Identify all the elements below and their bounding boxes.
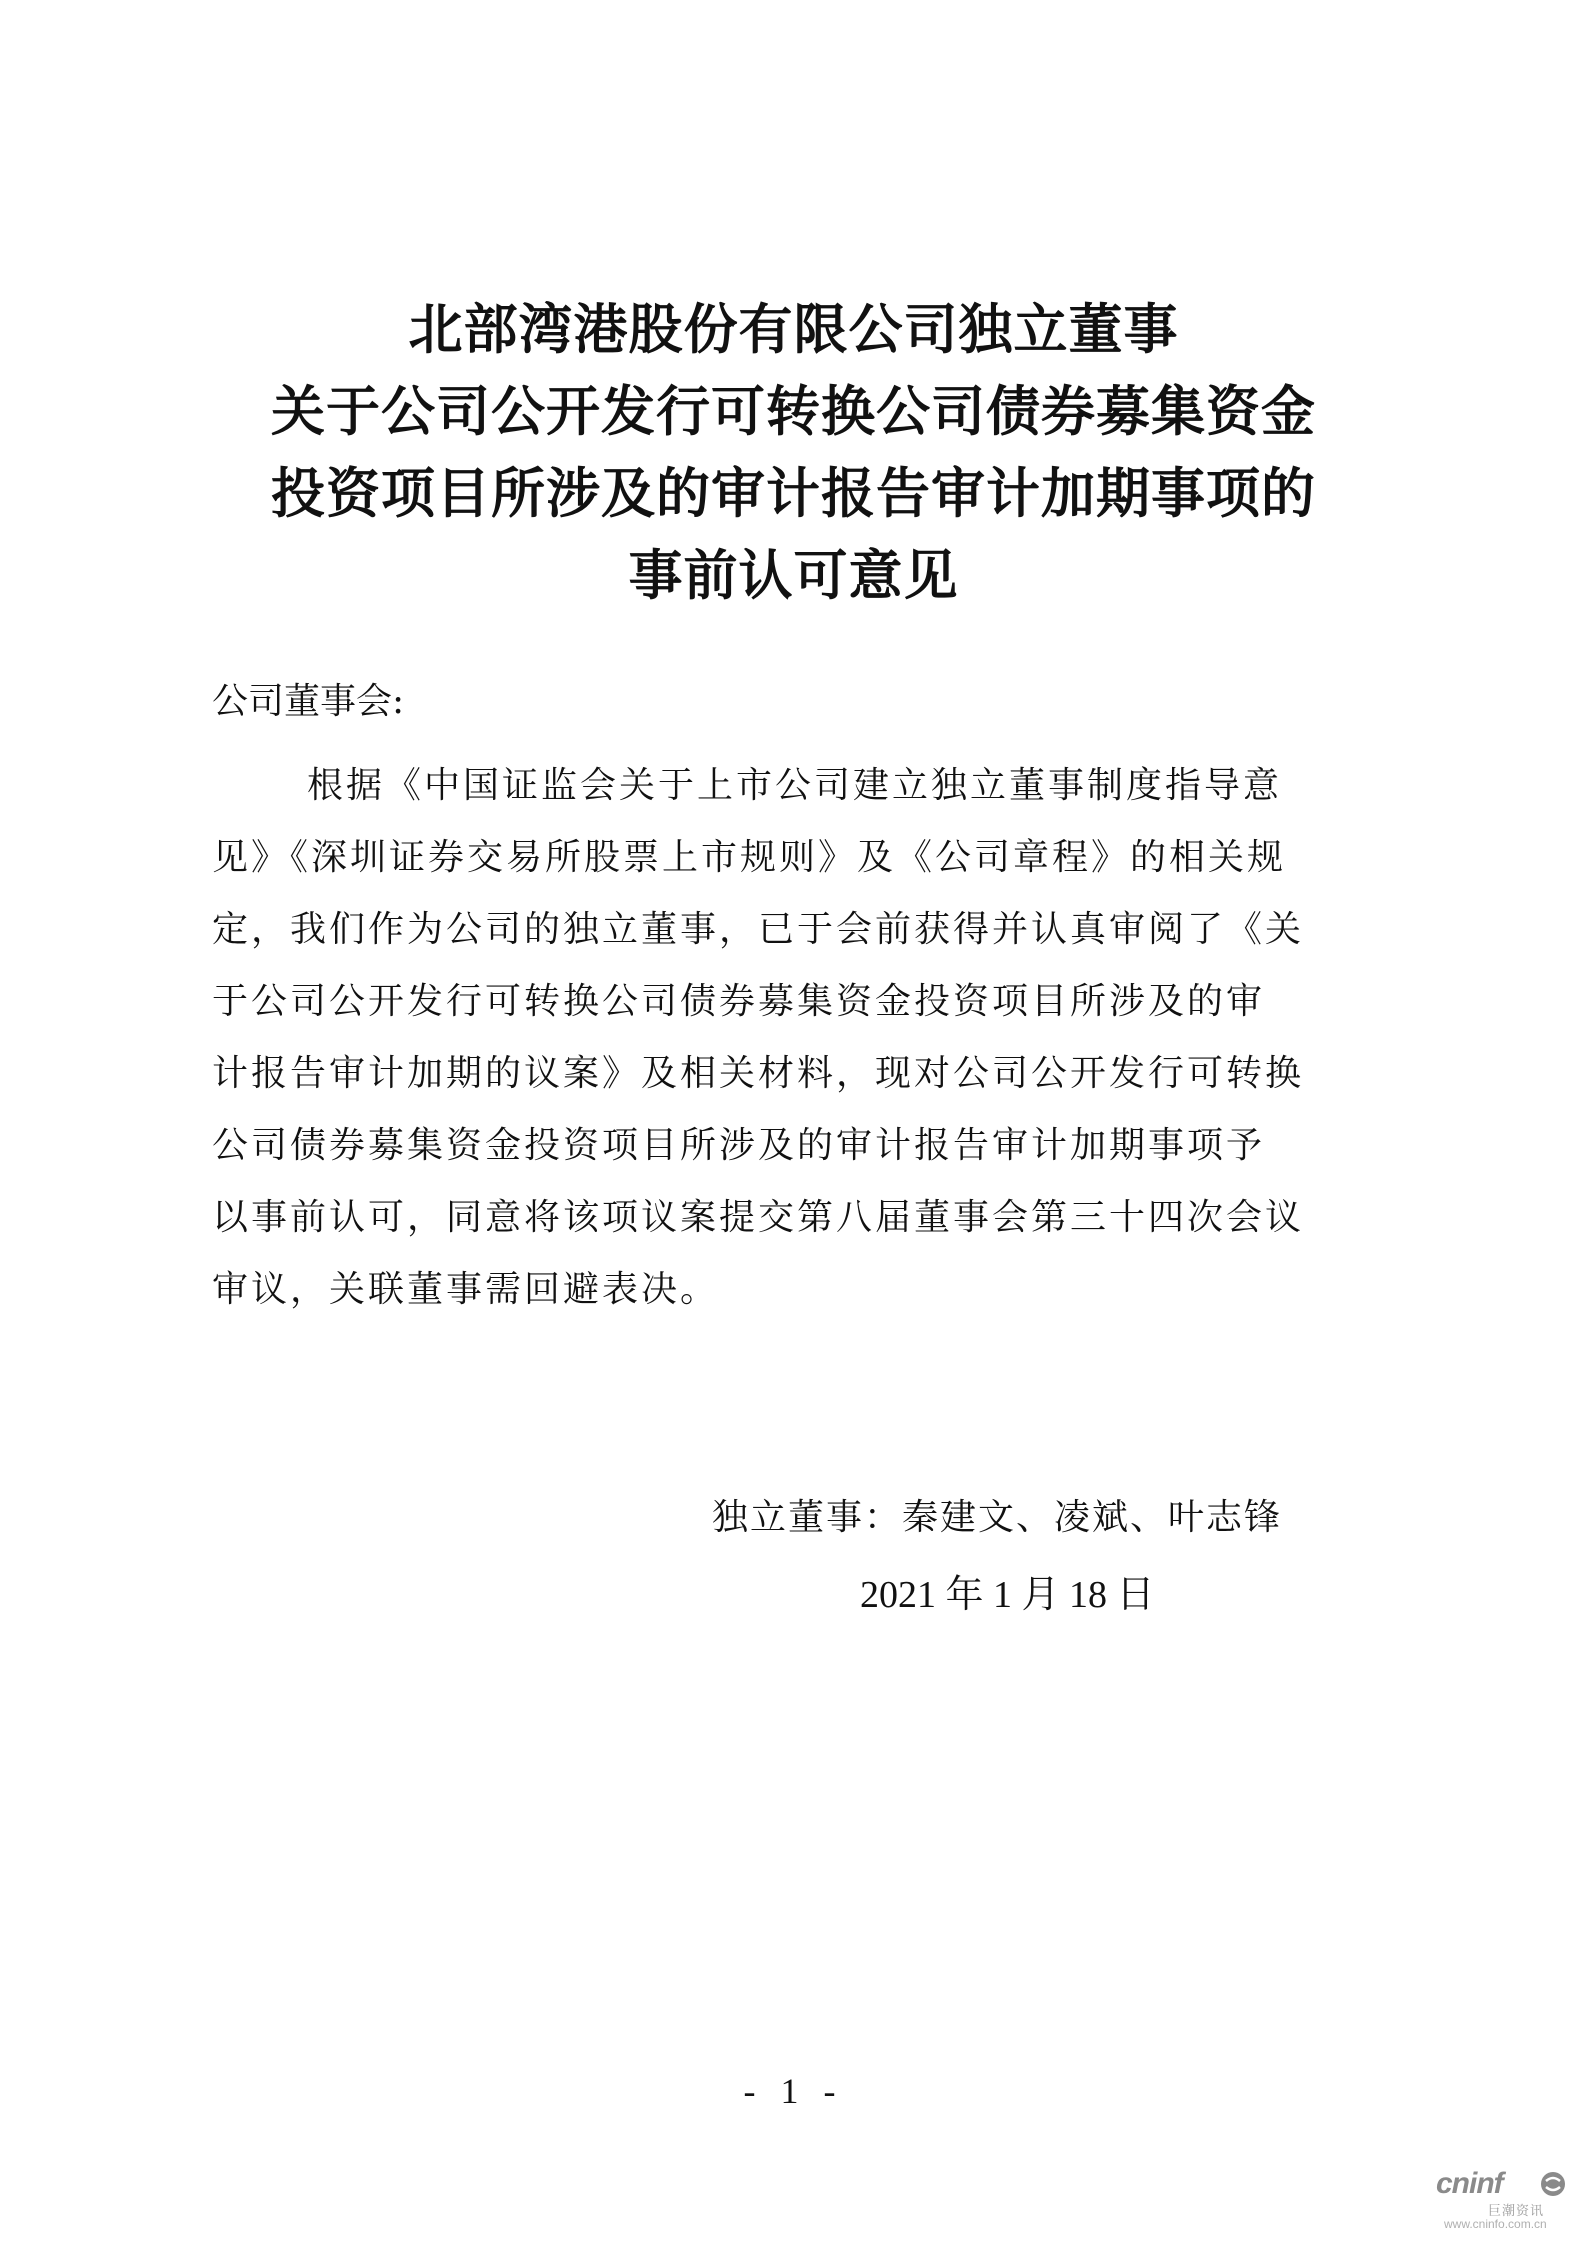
body-line-6: 公司债券募集资金投资项目所涉及的审计报告审计加期事项予 [212,1125,1266,1166]
title-line-4: 事前认可意见 [628,543,959,607]
signature-date: 2021 年 1 月 18 日 [860,1574,1155,1616]
title-line-1: 北部湾港股份有限公司独立董事 [408,297,1179,361]
body-line-5: 计报告审计加期的议案》及相关材料，现对公司公开发行可转换 [212,1053,1305,1094]
title-line-3: 投资项目所涉及的审计报告审计加期事项的 [271,461,1316,525]
body-line-7: 以事前认可，同意将该项议案提交第八届董事会第三十四次会议 [212,1197,1305,1238]
title-line-2: 关于公司公开发行可转换公司债券募集资金 [271,379,1316,443]
watermark-sub-text: 巨潮资讯 [1488,2204,1545,2219]
body-line-3: 定，我们作为公司的独立董事，已于会前获得并认真审阅了《关 [212,909,1305,950]
body-line-8: 审议，关联董事需回避表决。 [212,1269,720,1310]
salutation: 公司董事会: [212,681,405,722]
signature: 独立董事：秦建文、凌斌、叶志锋 [712,1497,1283,1538]
watermark-logo-text: cninf [1436,2167,1503,2200]
cninfo-watermark [1436,2167,1566,2231]
cninfo-logo-icon [1540,2171,1566,2197]
body-paragraph [212,750,1392,1326]
body-line-1: 根据《中国证监会关于上市公司建立独立董事制度指导意 [307,765,1283,806]
body-line-4: 于公司公开发行可转换公司债券募集资金投资项目所涉及的审 [212,981,1266,1022]
body-line-2: 见》《深圳证券交易所股票上市规则》及《公司章程》的相关规 [212,837,1287,878]
watermark-url: www.cninfo.com.cn [1444,2217,1547,2231]
page-number: - 1 - [743,2071,844,2111]
document-title [0,288,1587,616]
